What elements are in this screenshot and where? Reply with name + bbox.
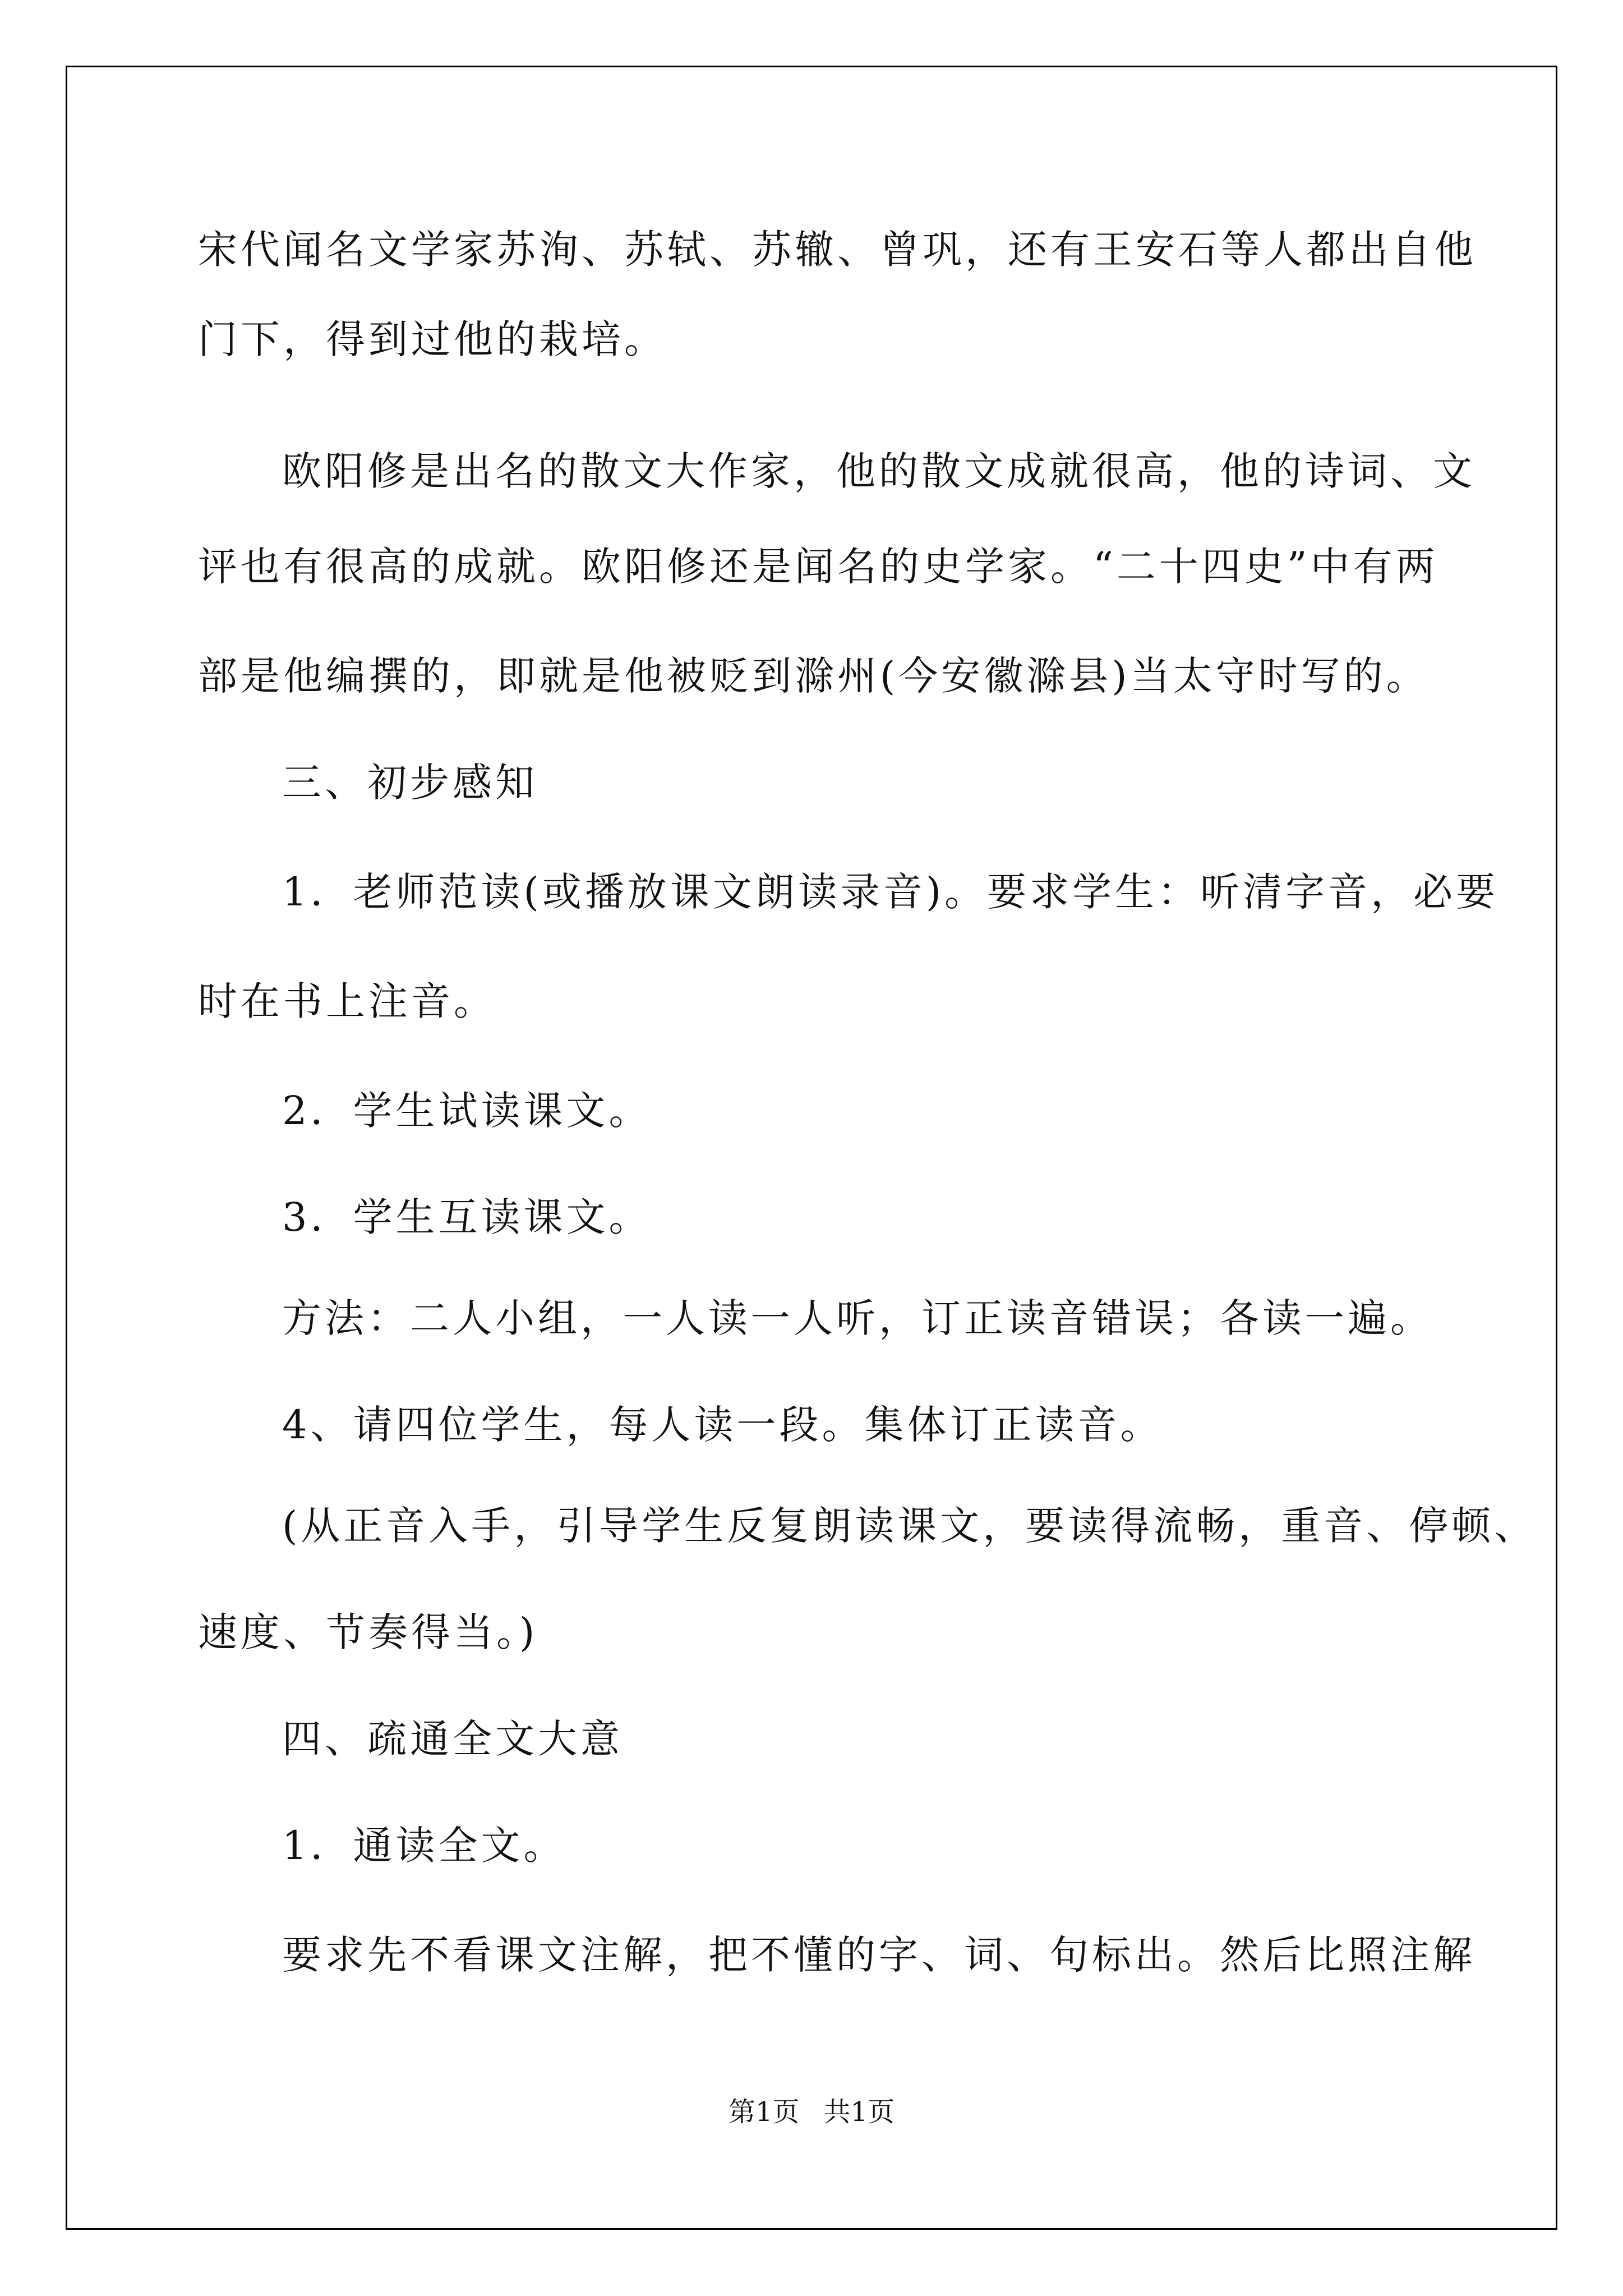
paragraph-line: (从正音入手，引导学生反复朗读课文，要读得流畅，重音、停顿、 xyxy=(282,1503,1537,1549)
list-item: 4、请四位学生，每人读一段。集体订正读音。 xyxy=(282,1402,1163,1448)
section-heading: 三、初步感知 xyxy=(282,760,538,806)
text-line: 时在书上注音。 xyxy=(198,978,496,1024)
page-footer xyxy=(0,2095,1623,2129)
text-line: 评也有很高的成就。欧阳修还是闻名的史学家。“二十四史”中有两 xyxy=(198,544,1438,590)
paragraph-line: 方法：二人小组，一人读一人听，订正读音错误；各读一遍。 xyxy=(282,1295,1433,1341)
section-heading: 四、疏通全文大意 xyxy=(282,1716,623,1762)
page-number-total: 共1页 xyxy=(823,2096,895,2128)
page-number-current: 第1页 xyxy=(728,2096,800,2128)
text-line: 宋代闻名文学家苏洵、苏轼、苏辙、曾巩，还有王安石等人都出自他 xyxy=(198,227,1477,273)
text-line: 速度、节奏得当。) xyxy=(198,1609,538,1655)
text-line: 门下，得到过他的栽培。 xyxy=(198,316,667,362)
text-line: 部是他编撰的，即就是他被贬到滁州(今安徽滁县)当太守时写的。 xyxy=(198,653,1429,699)
paragraph-line: 要求先不看课文注解，把不懂的字、词、句标出。然后比照注解 xyxy=(282,1932,1476,1978)
page-border xyxy=(66,66,1557,2230)
paragraph-line: 1．老师范读(或播放课文朗读录音)。要求学生：听清字音，必要 xyxy=(282,869,1499,915)
list-item: 3．学生互读课文。 xyxy=(282,1194,652,1240)
list-item: 2．学生试读课文。 xyxy=(282,1088,652,1134)
paragraph-line: 欧阳修是出名的散文大作家，他的散文成就很高，他的诗词、文 xyxy=(282,448,1476,494)
list-item: 1．通读全文。 xyxy=(282,1823,566,1869)
